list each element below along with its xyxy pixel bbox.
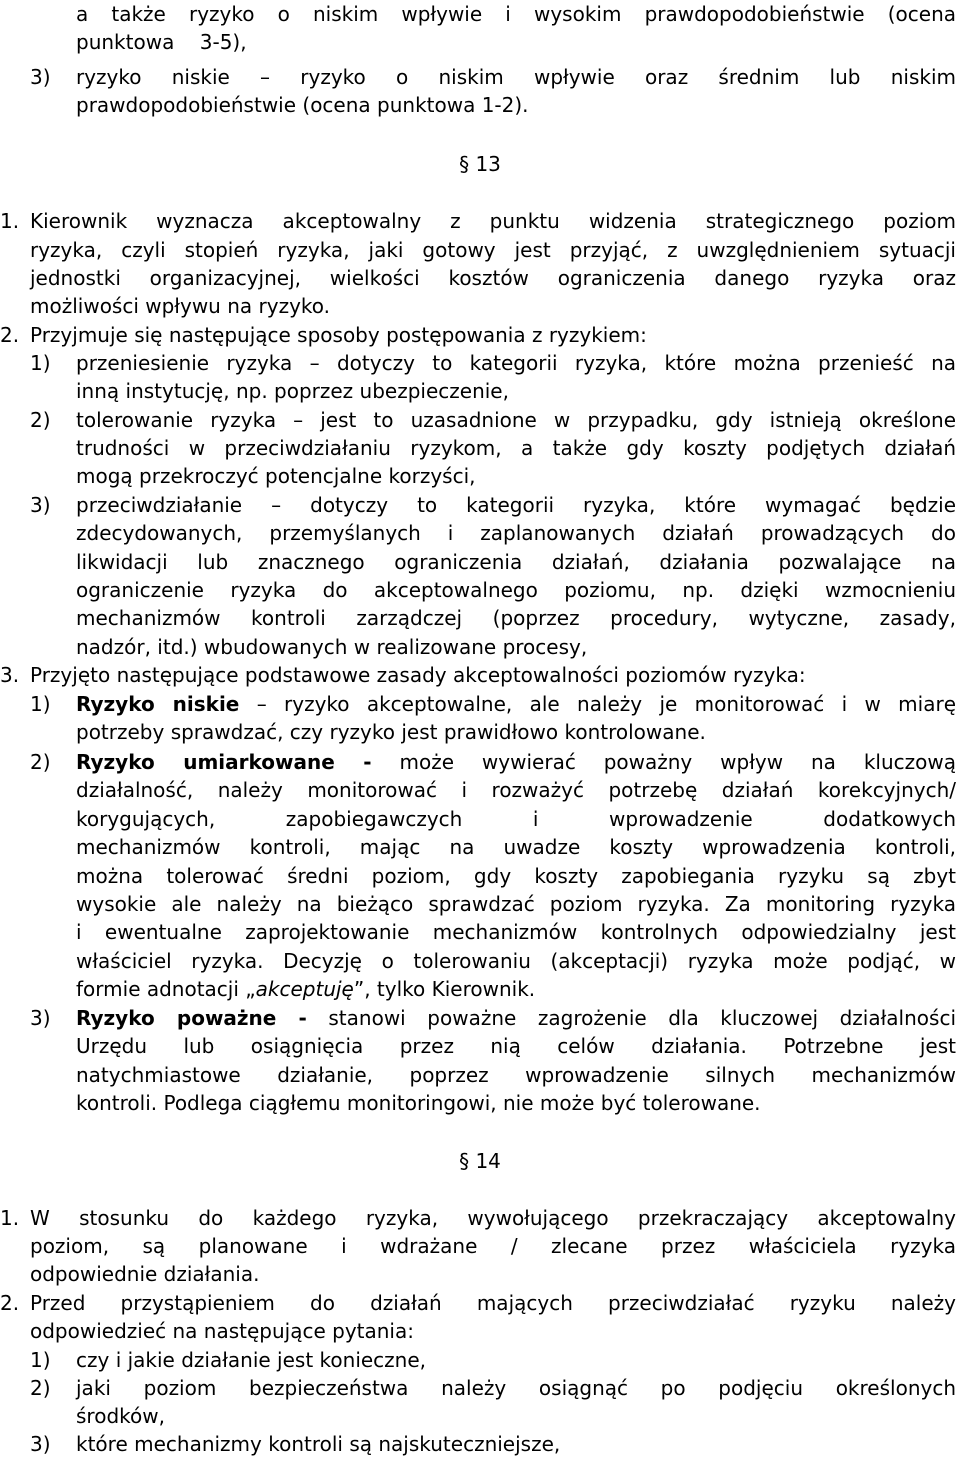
text-line: inną instytucję, np. poprzez ubezpieczenie,: [76, 379, 509, 403]
paragraph-number: 2.: [0, 323, 20, 347]
text-line: mechanizmów kontroli zarządczej (poprzez procedury, wytyczne, zasady,: [76, 606, 956, 630]
text-line: Urzędu lub osiągnięcia przez nią celów działania. Potrzebne jest: [76, 1034, 956, 1058]
risk-high-line: [76, 1004, 956, 1032]
text-line: potrzeby sprawdzać, czy ryzyko jest prawidłowo kontrolowane.: [76, 720, 706, 744]
text-line: działalność, należy monitorować i rozważyć potrzebę działań korekcyjnych/: [76, 778, 956, 802]
text-line: przeciwdziałanie – dotyczy to kategorii ryzyka, które wymagać będzie: [76, 493, 956, 517]
text-line: Przyjęto następujące podstawowe zasady akceptowalności poziomów ryzyka:: [30, 663, 806, 687]
list-number: 2): [30, 1376, 51, 1400]
text-line: poziom, są planowane i wdrażane / zlecane przez właściciela ryzyka: [30, 1234, 956, 1258]
text-line: i ewentualne zaprojektowanie mechanizmów kontrolnych odpowiedzialny jest: [76, 920, 956, 944]
text-line: tolerowanie ryzyka – jest to uzasadnione w przypadku, gdy istnieją określone: [76, 408, 956, 432]
list-number: 1): [30, 351, 51, 375]
text-line: a także ryzyko o niskim wpływie i wysokim prawdopodobieństwie (ocena: [76, 2, 956, 26]
text-line: wysokie ale należy na bieżąco sprawdzać poziom ryzyka. Za monitoring ryzyka: [76, 892, 956, 916]
list-number: 1): [30, 1348, 51, 1372]
text-line: mogą przekroczyć potencjalne korzyści,: [76, 464, 476, 488]
paragraph-number: 3.: [0, 663, 20, 687]
text-span: stanowi poważne zagrożenie dla kluczowej działalności: [306, 1006, 957, 1030]
text-line: środków,: [76, 1404, 165, 1428]
list-number: 2): [30, 408, 51, 432]
text-line: korygujących, zapobiegawczych i wprowadzenie dodatkowych: [76, 807, 956, 831]
list-number: 1): [30, 692, 51, 716]
risk-low-label: Ryzyko niskie: [76, 692, 240, 716]
text-line: kontroli. Podlega ciągłemu monitoringowi, nie może być tolerowane.: [76, 1091, 761, 1115]
text-line: możliwości wpływu na ryzyko.: [30, 294, 331, 318]
risk-high-label: Ryzyko poważne -: [76, 1006, 307, 1030]
text-line: właściciel ryzyka. Decyzję o tolerowaniu (akceptacji) ryzyka może podjąć, w: [76, 949, 956, 973]
text-line: Kierownik wyznacza akceptowalny z punktu widzenia strategicznego poziom: [30, 209, 956, 233]
text-line: punktowa 3-5),: [76, 30, 247, 54]
risk-medium-label: Ryzyko umiarkowane -: [76, 750, 372, 774]
text-line: ryzyko niskie – ryzyko o niskim wpływie oraz średnim lub niskim: [76, 65, 956, 89]
text-span: formie adnotacji „: [76, 977, 256, 1001]
section-heading: § 13: [459, 152, 501, 176]
list-number: 3): [30, 1006, 51, 1030]
text-line: nadzór, itd.) wbudowanych w realizowane procesy,: [76, 635, 588, 659]
list-number: 3): [30, 1432, 51, 1456]
paragraph-number: 1.: [0, 1206, 20, 1230]
text-line: Przed przystąpieniem do działań mających przeciwdziałać ryzyku należy: [30, 1291, 956, 1315]
text-span: ”, tylko Kierownik.: [353, 977, 536, 1001]
text-line: natychmiastowe działanie, poprzez wprowadzenie silnych mechanizmów: [76, 1063, 956, 1087]
text-span: – ryzyko akceptowalne, ale należy je monitorować i w miarę: [239, 692, 956, 716]
text-line: Przyjmuje się następujące sposoby postępowania z ryzykiem:: [30, 323, 647, 347]
text-line: odpowiednie działania.: [30, 1262, 260, 1286]
text-line: można tolerować średni poziom, gdy koszty zapobiegania ryzyku są zbyt: [76, 864, 956, 888]
paragraph-number: 2.: [0, 1291, 20, 1315]
italic-term: akceptuję: [255, 977, 354, 1001]
text-line: jednostki organizacyjnej, wielkości kosztów ograniczenia danego ryzyka oraz: [30, 266, 956, 290]
text-line: trudności w przeciwdziałaniu ryzykom, a także gdy koszty podjętych działań: [76, 436, 956, 460]
text-line: mechanizmów kontroli, mając na uwadze koszty wprowadzenia kontroli,: [76, 835, 956, 859]
list-number: 2): [30, 750, 51, 774]
section-heading: § 14: [459, 1149, 501, 1173]
text-line: likwidacji lub znacznego ograniczenia działań, działania pozwalające na: [76, 550, 956, 574]
text-line: odpowiedzieć na następujące pytania:: [30, 1319, 414, 1343]
text-line: ryzyka, czyli stopień ryzyka, jaki gotowy jest przyjąć, z uwzględnieniem sytuacji: [30, 238, 956, 262]
list-number: 3): [30, 493, 51, 517]
text-line: jaki poziom bezpieczeństwa należy osiągnąć po podjęciu określonych: [76, 1376, 956, 1400]
text-line: ograniczenie ryzyka do akceptowalnego poziomu, np. dzięki wzmocnieniu: [76, 578, 956, 602]
text-line: prawdopodobieństwie (ocena punktowa 1-2).: [76, 93, 529, 117]
text-line: które mechanizmy kontroli są najskuteczniejsze,: [76, 1432, 561, 1456]
risk-medium-line: [76, 748, 956, 776]
text-line: W stosunku do każdego ryzyka, wywołującego przekraczający akceptowalny: [30, 1206, 956, 1230]
paragraph-number: 1.: [0, 209, 20, 233]
risk-low-line: [76, 690, 956, 718]
text-span: może wywierać poważny wpływ na kluczową: [371, 750, 956, 774]
text-line: [76, 975, 535, 1003]
list-number: 3): [30, 65, 51, 89]
text-line: zdecydowanych, przemyślanych i zaplanowanych działań prowadzących do: [76, 521, 956, 545]
text-line: przeniesienie ryzyka – dotyczy to kategorii ryzyka, które można przenieść na: [76, 351, 956, 375]
text-line: czy i jakie działanie jest konieczne,: [76, 1348, 427, 1372]
